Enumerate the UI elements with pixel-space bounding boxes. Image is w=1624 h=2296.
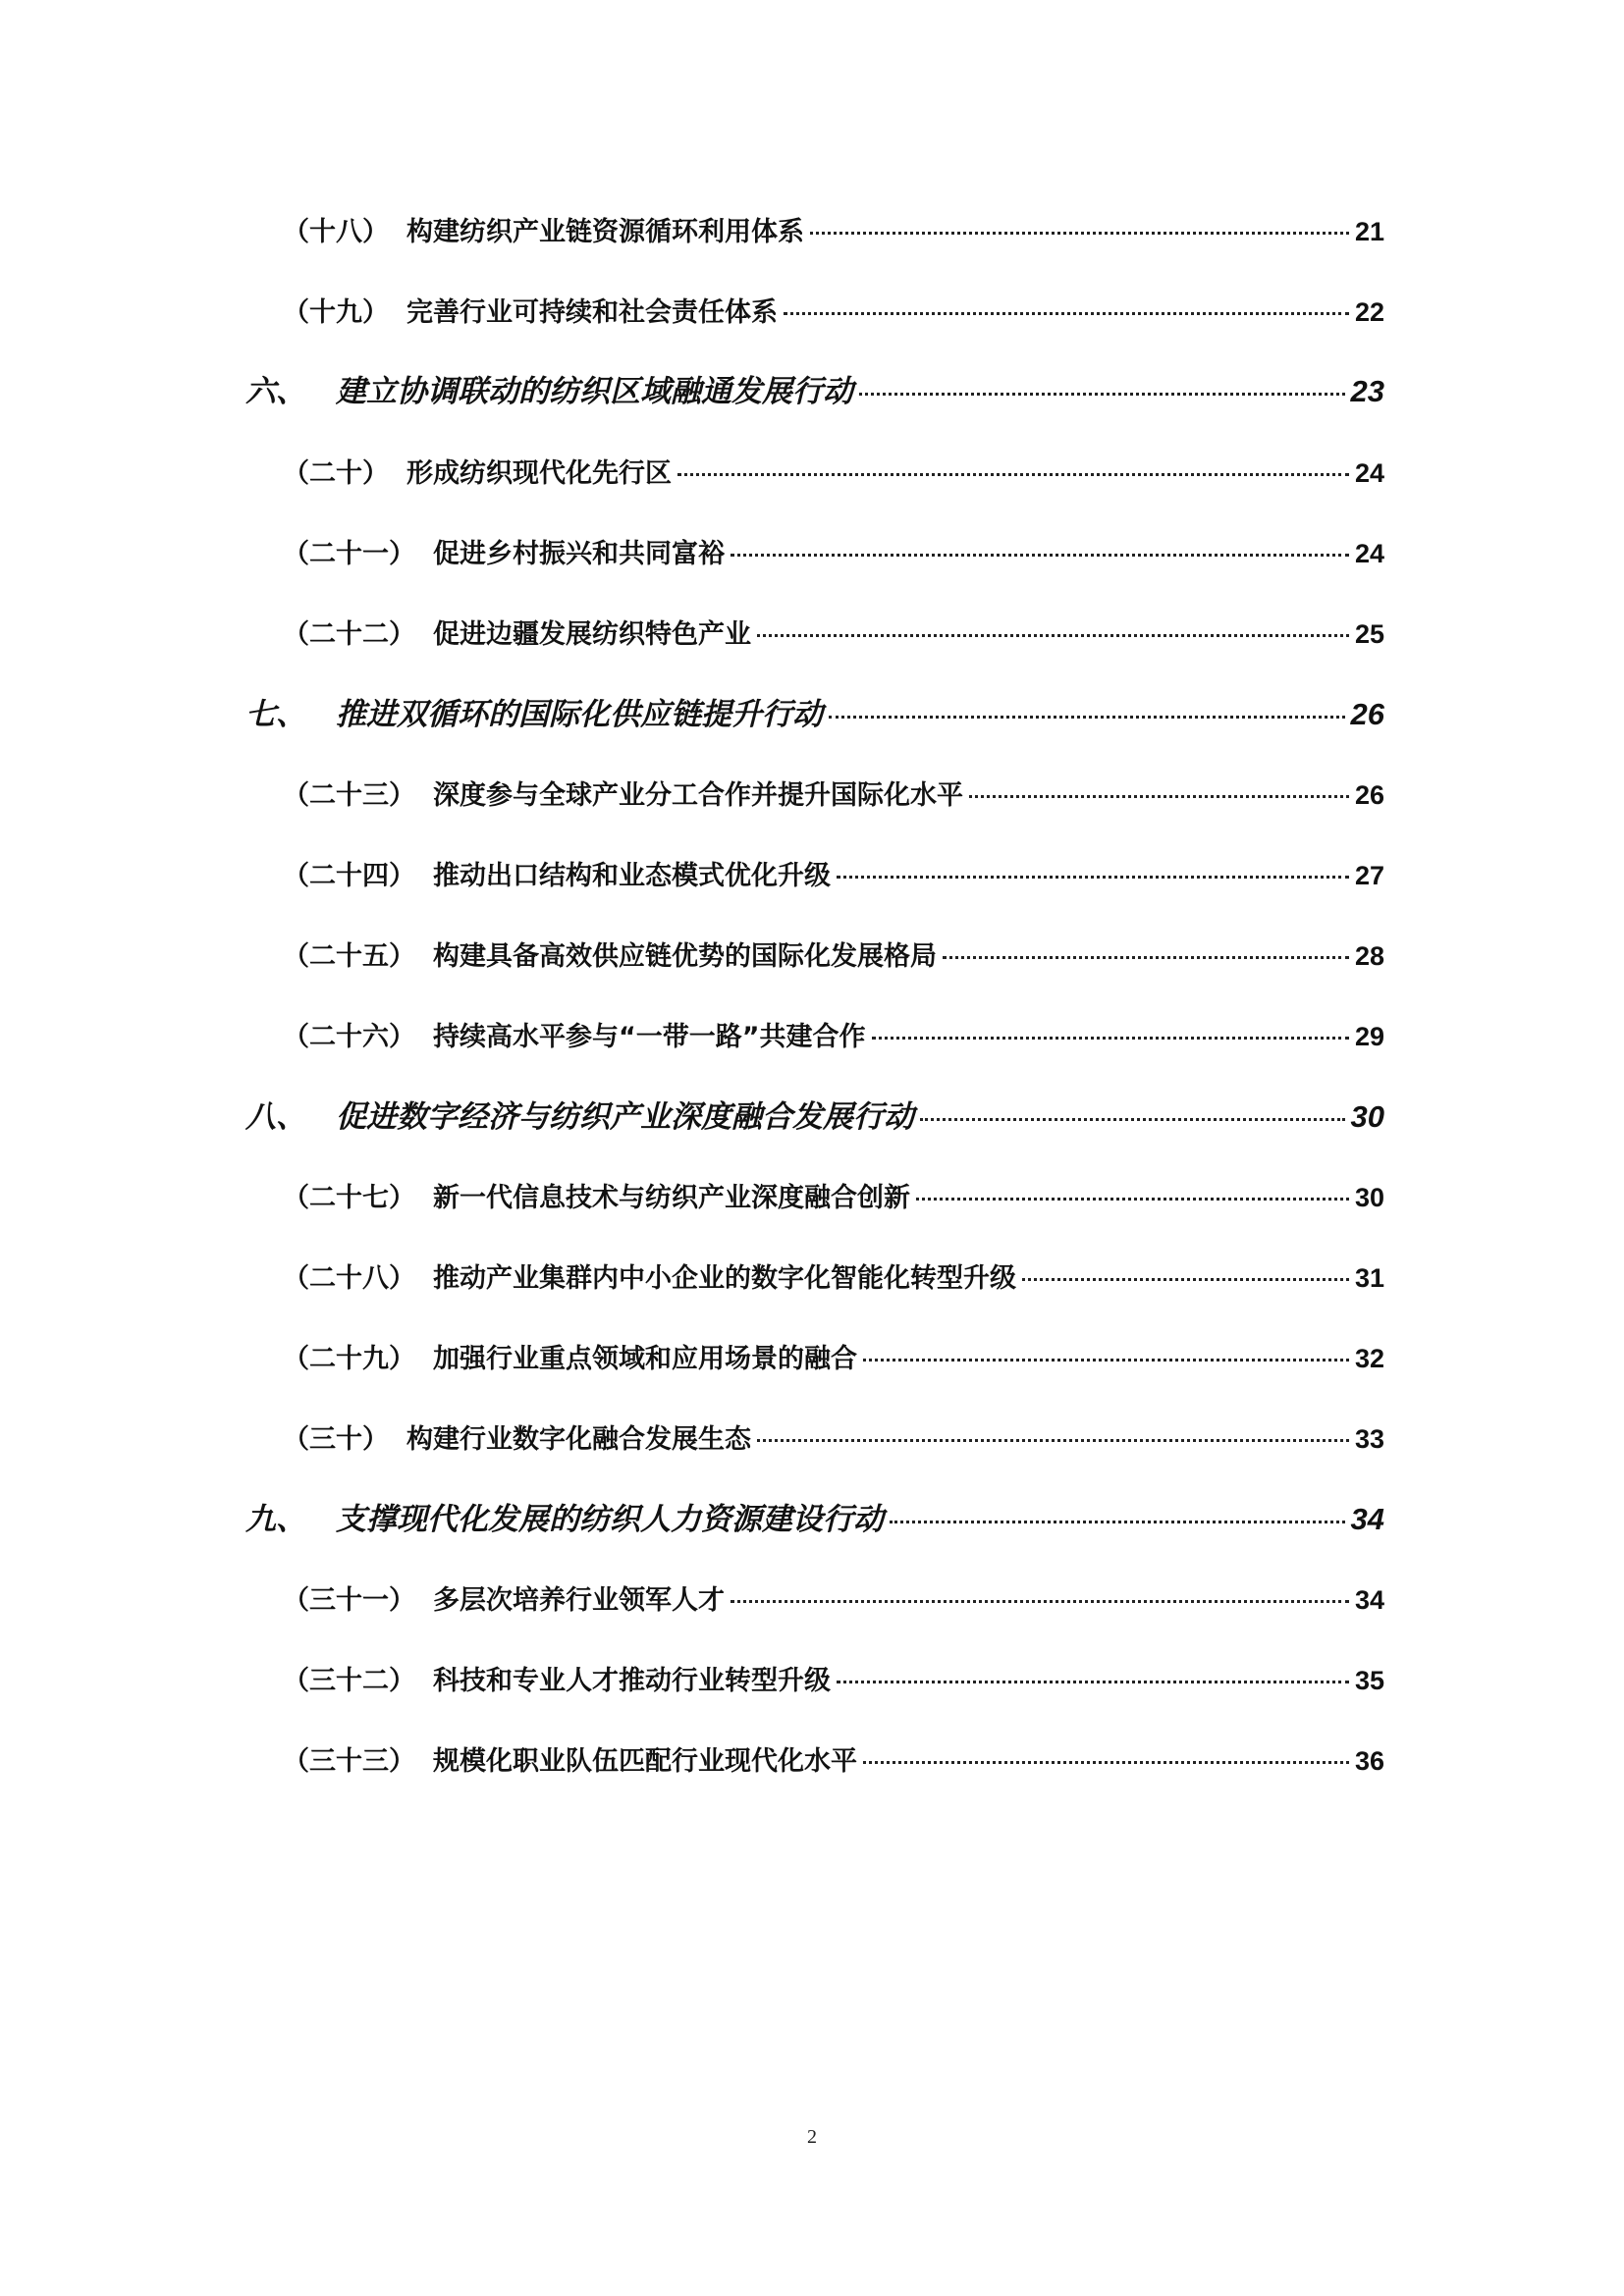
toc-entry-title: 规模化职业队伍匹配行业现代化水平 bbox=[433, 1746, 857, 1777]
toc-entry-page: 30 bbox=[1354, 1183, 1384, 1212]
toc-entry-title: 深度参与全球产业分工合作并提升国际化水平 bbox=[433, 780, 963, 811]
toc-dot-leader bbox=[757, 634, 1349, 637]
toc-dot-leader bbox=[731, 1600, 1349, 1603]
toc-entry-page: 34 bbox=[1350, 1502, 1384, 1536]
toc-entry[interactable] bbox=[283, 1580, 1384, 1620]
toc-section-entry[interactable] bbox=[245, 695, 1384, 734]
page-number: 2 bbox=[807, 2126, 817, 2148]
toc-section-entry[interactable] bbox=[245, 1097, 1384, 1137]
toc-dot-leader bbox=[920, 1118, 1345, 1121]
toc-dot-leader bbox=[837, 1681, 1349, 1683]
toc-entry-number: （二十二） bbox=[283, 619, 415, 650]
toc-entry-title: 形成纺织现代化先行区 bbox=[406, 458, 672, 489]
toc-entry-number: （三十一） bbox=[283, 1585, 415, 1616]
toc-entry[interactable] bbox=[283, 454, 1384, 493]
toc-entry-title: 推动出口结构和业态模式优化升级 bbox=[433, 861, 831, 891]
toc-entry[interactable] bbox=[283, 534, 1384, 573]
toc-entry-title: 多层次培养行业领军人才 bbox=[433, 1585, 725, 1616]
toc-dot-leader bbox=[916, 1198, 1349, 1201]
toc-entry-title: 促进数字经济与纺织产业深度融合发展行动 bbox=[336, 1099, 914, 1135]
toc-entry-page: 32 bbox=[1354, 1344, 1384, 1373]
toc-dot-leader bbox=[890, 1521, 1345, 1523]
toc-dot-leader bbox=[677, 473, 1349, 476]
toc-entry[interactable] bbox=[283, 936, 1384, 976]
toc-entry-page: 25 bbox=[1354, 619, 1384, 649]
toc-entry[interactable] bbox=[283, 1258, 1384, 1298]
toc-dot-leader bbox=[757, 1439, 1349, 1442]
toc-entry-number: （十九） bbox=[283, 297, 389, 328]
toc-dot-leader bbox=[863, 1761, 1349, 1764]
toc-entry-number: （二十九） bbox=[283, 1344, 415, 1374]
toc-entry[interactable] bbox=[283, 1339, 1384, 1378]
toc-entry[interactable] bbox=[283, 856, 1384, 895]
toc-entry-number: （二十六） bbox=[283, 1022, 415, 1052]
toc-entry-number: （三十二） bbox=[283, 1666, 415, 1696]
toc-entry[interactable] bbox=[283, 212, 1384, 251]
toc-entry[interactable] bbox=[283, 614, 1384, 654]
toc-entry-title: 加强行业重点领域和应用场景的融合 bbox=[433, 1344, 857, 1374]
toc-entry-number: （三十三） bbox=[283, 1746, 415, 1777]
toc-entry-page: 24 bbox=[1354, 458, 1384, 488]
toc-entry-title: 推进双循环的国际化供应链提升行动 bbox=[336, 697, 823, 732]
toc-entry-page: 26 bbox=[1350, 697, 1384, 731]
toc-entry[interactable] bbox=[283, 1178, 1384, 1217]
toc-entry-page: 23 bbox=[1350, 374, 1384, 408]
toc-entry-page: 27 bbox=[1354, 861, 1384, 890]
toc-entry-number: （十八） bbox=[283, 217, 389, 247]
toc-entry-page: 35 bbox=[1354, 1666, 1384, 1695]
toc-dot-leader bbox=[863, 1359, 1349, 1362]
toc-entry-page: 33 bbox=[1354, 1424, 1384, 1454]
toc-entry-number: 七、 bbox=[245, 697, 306, 732]
toc-entry-title: 建立协调联动的纺织区域融通发展行动 bbox=[336, 374, 853, 409]
toc-entry-number: （二十四） bbox=[283, 861, 415, 891]
toc-entry-title: 完善行业可持续和社会责任体系 bbox=[406, 297, 778, 328]
toc-entry[interactable] bbox=[283, 775, 1384, 815]
toc-entry[interactable] bbox=[283, 1661, 1384, 1700]
toc-entry[interactable] bbox=[283, 293, 1384, 332]
toc-entry-page: 30 bbox=[1350, 1099, 1384, 1134]
toc-entry-title: 持续高水平参与“一带一路”共建合作 bbox=[433, 1022, 866, 1052]
toc-entry-page: 34 bbox=[1354, 1585, 1384, 1615]
toc-dot-leader bbox=[943, 956, 1349, 959]
toc-dot-leader bbox=[837, 876, 1349, 879]
toc-dot-leader bbox=[1022, 1278, 1349, 1281]
toc-section-entry[interactable] bbox=[245, 1500, 1384, 1539]
toc-entry[interactable] bbox=[283, 1419, 1384, 1459]
toc-dot-leader bbox=[872, 1037, 1349, 1040]
toc-entry[interactable] bbox=[283, 1741, 1384, 1781]
toc-dot-leader bbox=[969, 795, 1349, 798]
toc-entry[interactable] bbox=[283, 1017, 1384, 1056]
toc-entry-title: 科技和专业人才推动行业转型升级 bbox=[433, 1666, 831, 1696]
toc-entry-page: 29 bbox=[1354, 1022, 1384, 1051]
toc-entry-page: 28 bbox=[1354, 941, 1384, 971]
toc-entry-title: 推动产业集群内中小企业的数字化智能化转型升级 bbox=[433, 1263, 1016, 1294]
toc-entry-page: 26 bbox=[1354, 780, 1384, 810]
toc-entry-page: 24 bbox=[1354, 539, 1384, 568]
toc-entry-page: 21 bbox=[1354, 217, 1384, 246]
toc-entry-number: （二十七） bbox=[283, 1183, 415, 1213]
toc-entry-page: 31 bbox=[1354, 1263, 1384, 1293]
toc-dot-leader bbox=[810, 232, 1349, 235]
toc-dot-leader bbox=[859, 393, 1345, 396]
toc-dot-leader bbox=[731, 554, 1349, 557]
toc-entry-title: 促进边疆发展纺织特色产业 bbox=[433, 619, 751, 650]
toc-entry-number: （二十五） bbox=[283, 941, 415, 972]
toc-dot-leader bbox=[784, 312, 1349, 315]
toc-entry-number: （二十八） bbox=[283, 1263, 415, 1294]
toc-entry-title: 构建纺织产业链资源循环利用体系 bbox=[406, 217, 804, 247]
toc-entry-number: （三十） bbox=[283, 1424, 389, 1455]
toc-section-entry[interactable] bbox=[245, 372, 1384, 411]
toc-entry-title: 构建行业数字化融合发展生态 bbox=[406, 1424, 751, 1455]
toc-entry-number: （二十三） bbox=[283, 780, 415, 811]
toc-entry-page: 22 bbox=[1354, 297, 1384, 327]
toc-entry-title: 促进乡村振兴和共同富裕 bbox=[433, 539, 725, 569]
toc-entry-number: （二十） bbox=[283, 458, 389, 489]
toc-entry-title: 构建具备高效供应链优势的国际化发展格局 bbox=[433, 941, 937, 972]
toc-entry-number: 九、 bbox=[245, 1502, 306, 1537]
toc-entry-page: 36 bbox=[1354, 1746, 1384, 1776]
toc-entry-title: 新一代信息技术与纺织产业深度融合创新 bbox=[433, 1183, 910, 1213]
toc-entry-number: （二十一） bbox=[283, 539, 415, 569]
toc-entry-number: 六、 bbox=[245, 374, 306, 409]
toc-entry-title: 支撑现代化发展的纺织人力资源建设行动 bbox=[336, 1502, 884, 1537]
toc-entry-number: 八、 bbox=[245, 1099, 306, 1135]
toc-dot-leader bbox=[829, 716, 1345, 719]
